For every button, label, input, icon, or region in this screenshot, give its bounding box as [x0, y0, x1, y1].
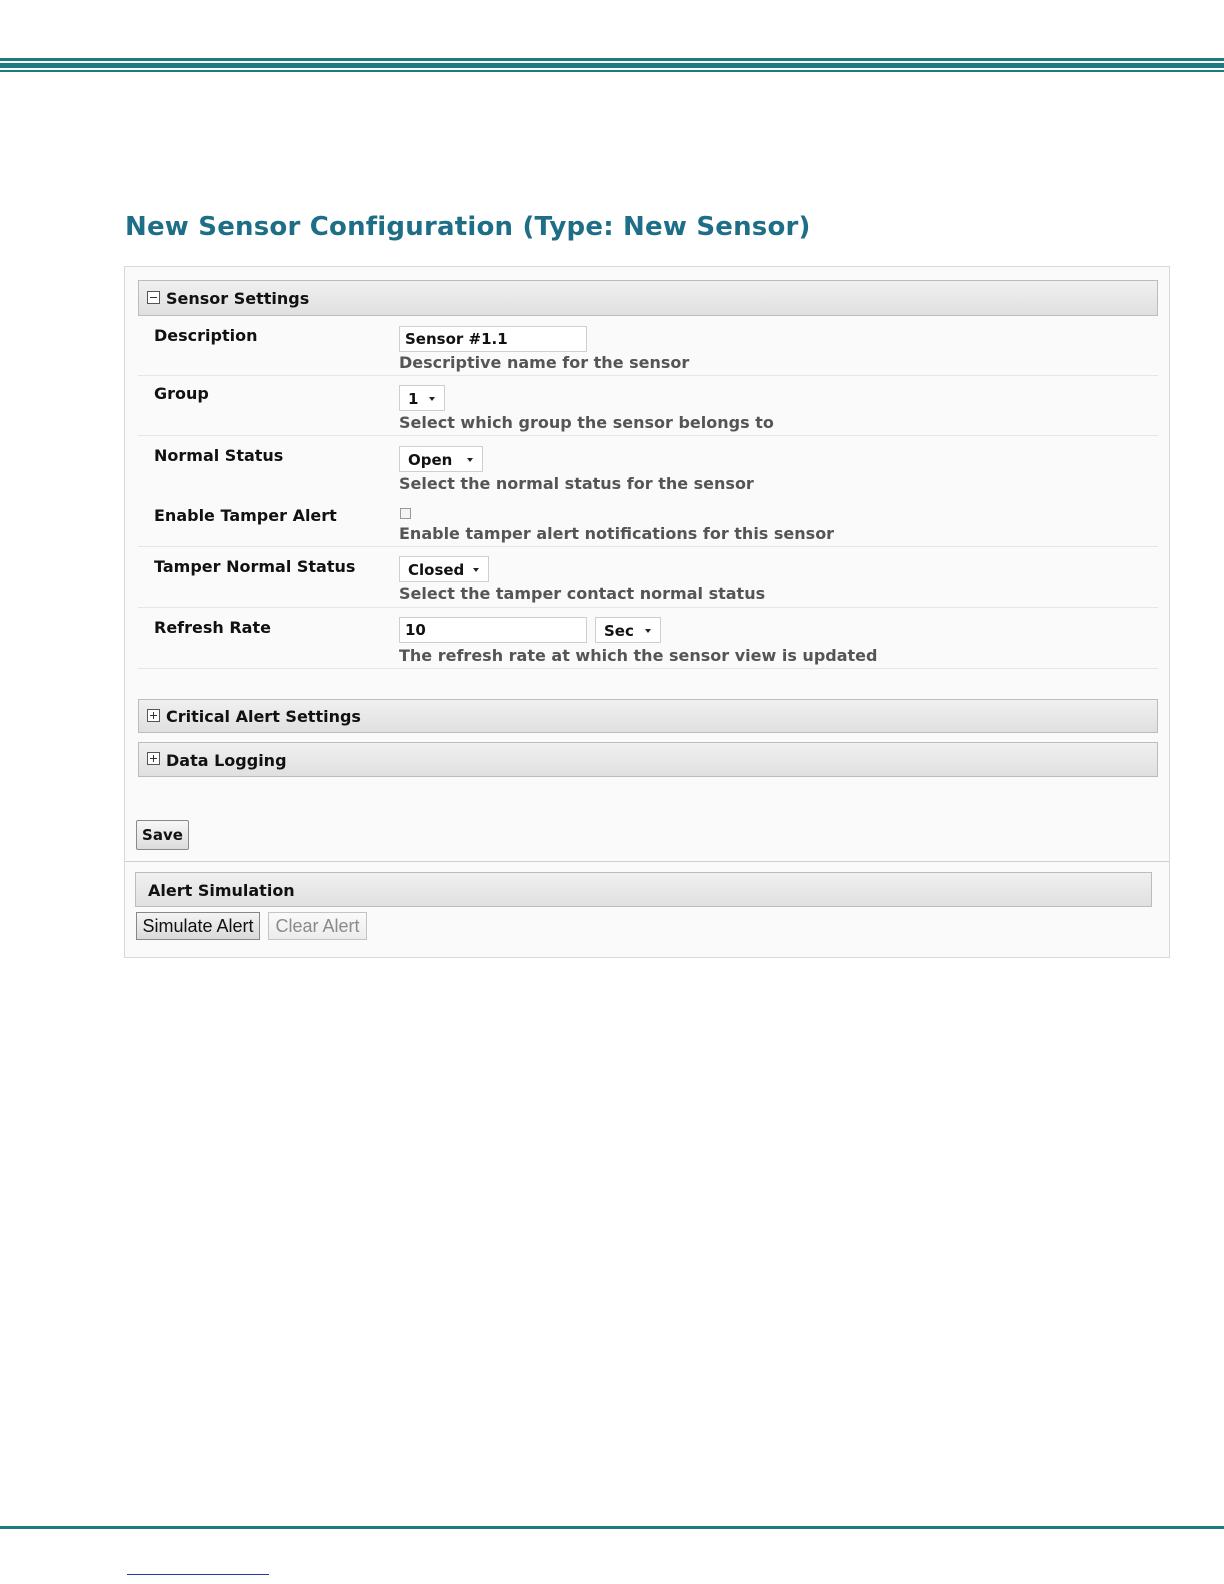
refresh-rate-help: The refresh rate at which the sensor view is updated [399, 646, 878, 665]
sensor-config-panel [124, 266, 1170, 958]
normal-status-select[interactable] [399, 446, 483, 472]
description-row [138, 318, 1158, 376]
chevron-down-icon [473, 568, 479, 572]
refresh-rate-unit-select[interactable] [595, 617, 661, 643]
group-select[interactable] [399, 385, 445, 411]
save-button[interactable]: Save [136, 820, 189, 850]
simulate-alert-button[interactable]: Simulate Alert [136, 912, 260, 940]
data-logging-header[interactable] [138, 742, 1158, 777]
alert-simulation-title: Alert Simulation [148, 881, 295, 900]
critical-alert-settings-header[interactable] [138, 699, 1158, 733]
normal-status-help: Select the normal status for the sensor [399, 474, 754, 493]
normal-status-value: Open [408, 451, 453, 469]
footer-rule [0, 1526, 1224, 1529]
sensor-settings-title: Sensor Settings [166, 289, 310, 308]
tamper-alert-help: Enable tamper alert notifications for this sensor [399, 524, 835, 543]
group-help: Select which group the sensor belongs to [399, 413, 774, 432]
header-rule [0, 58, 1224, 72]
group-label: Group [154, 384, 209, 403]
group-row [138, 376, 1158, 436]
group-value: 1 [408, 390, 419, 408]
footer-link-underline [127, 1574, 269, 1575]
description-help: Descriptive name for the sensor [399, 353, 690, 372]
description-label: Description [154, 326, 258, 345]
page-title: New Sensor Configuration (Type: New Sensor) [125, 212, 811, 242]
refresh-rate-unit: Sec [604, 622, 634, 640]
tamper-normal-status-value: Closed [408, 561, 465, 579]
divider [125, 861, 1169, 862]
tamper-normal-status-row [138, 547, 1158, 608]
description-input[interactable] [399, 326, 587, 352]
expand-icon[interactable] [147, 752, 160, 765]
chevron-down-icon [467, 458, 473, 462]
expand-icon[interactable] [147, 709, 160, 722]
tamper-alert-checkbox[interactable] [400, 508, 411, 519]
alert-simulation-header [135, 872, 1152, 907]
critical-alert-settings-title: Critical Alert Settings [166, 707, 361, 726]
tamper-normal-status-label: Tamper Normal Status [154, 557, 356, 576]
sensor-settings-header[interactable] [138, 280, 1158, 316]
tamper-normal-status-help: Select the tamper contact normal status [399, 584, 766, 603]
collapse-icon[interactable] [147, 291, 160, 304]
data-logging-title: Data Logging [166, 751, 287, 770]
refresh-rate-input[interactable] [399, 617, 587, 643]
refresh-rate-label: Refresh Rate [154, 618, 271, 637]
tamper-alert-label: Enable Tamper Alert [154, 506, 337, 525]
refresh-rate-row [138, 608, 1158, 669]
chevron-down-icon [645, 629, 651, 633]
normal-status-label: Normal Status [154, 446, 284, 465]
clear-alert-button[interactable]: Clear Alert [268, 912, 367, 940]
normal-status-row [138, 436, 1158, 493]
chevron-down-icon [429, 397, 435, 401]
tamper-alert-row [138, 488, 1158, 547]
tamper-normal-status-select[interactable] [399, 556, 489, 582]
